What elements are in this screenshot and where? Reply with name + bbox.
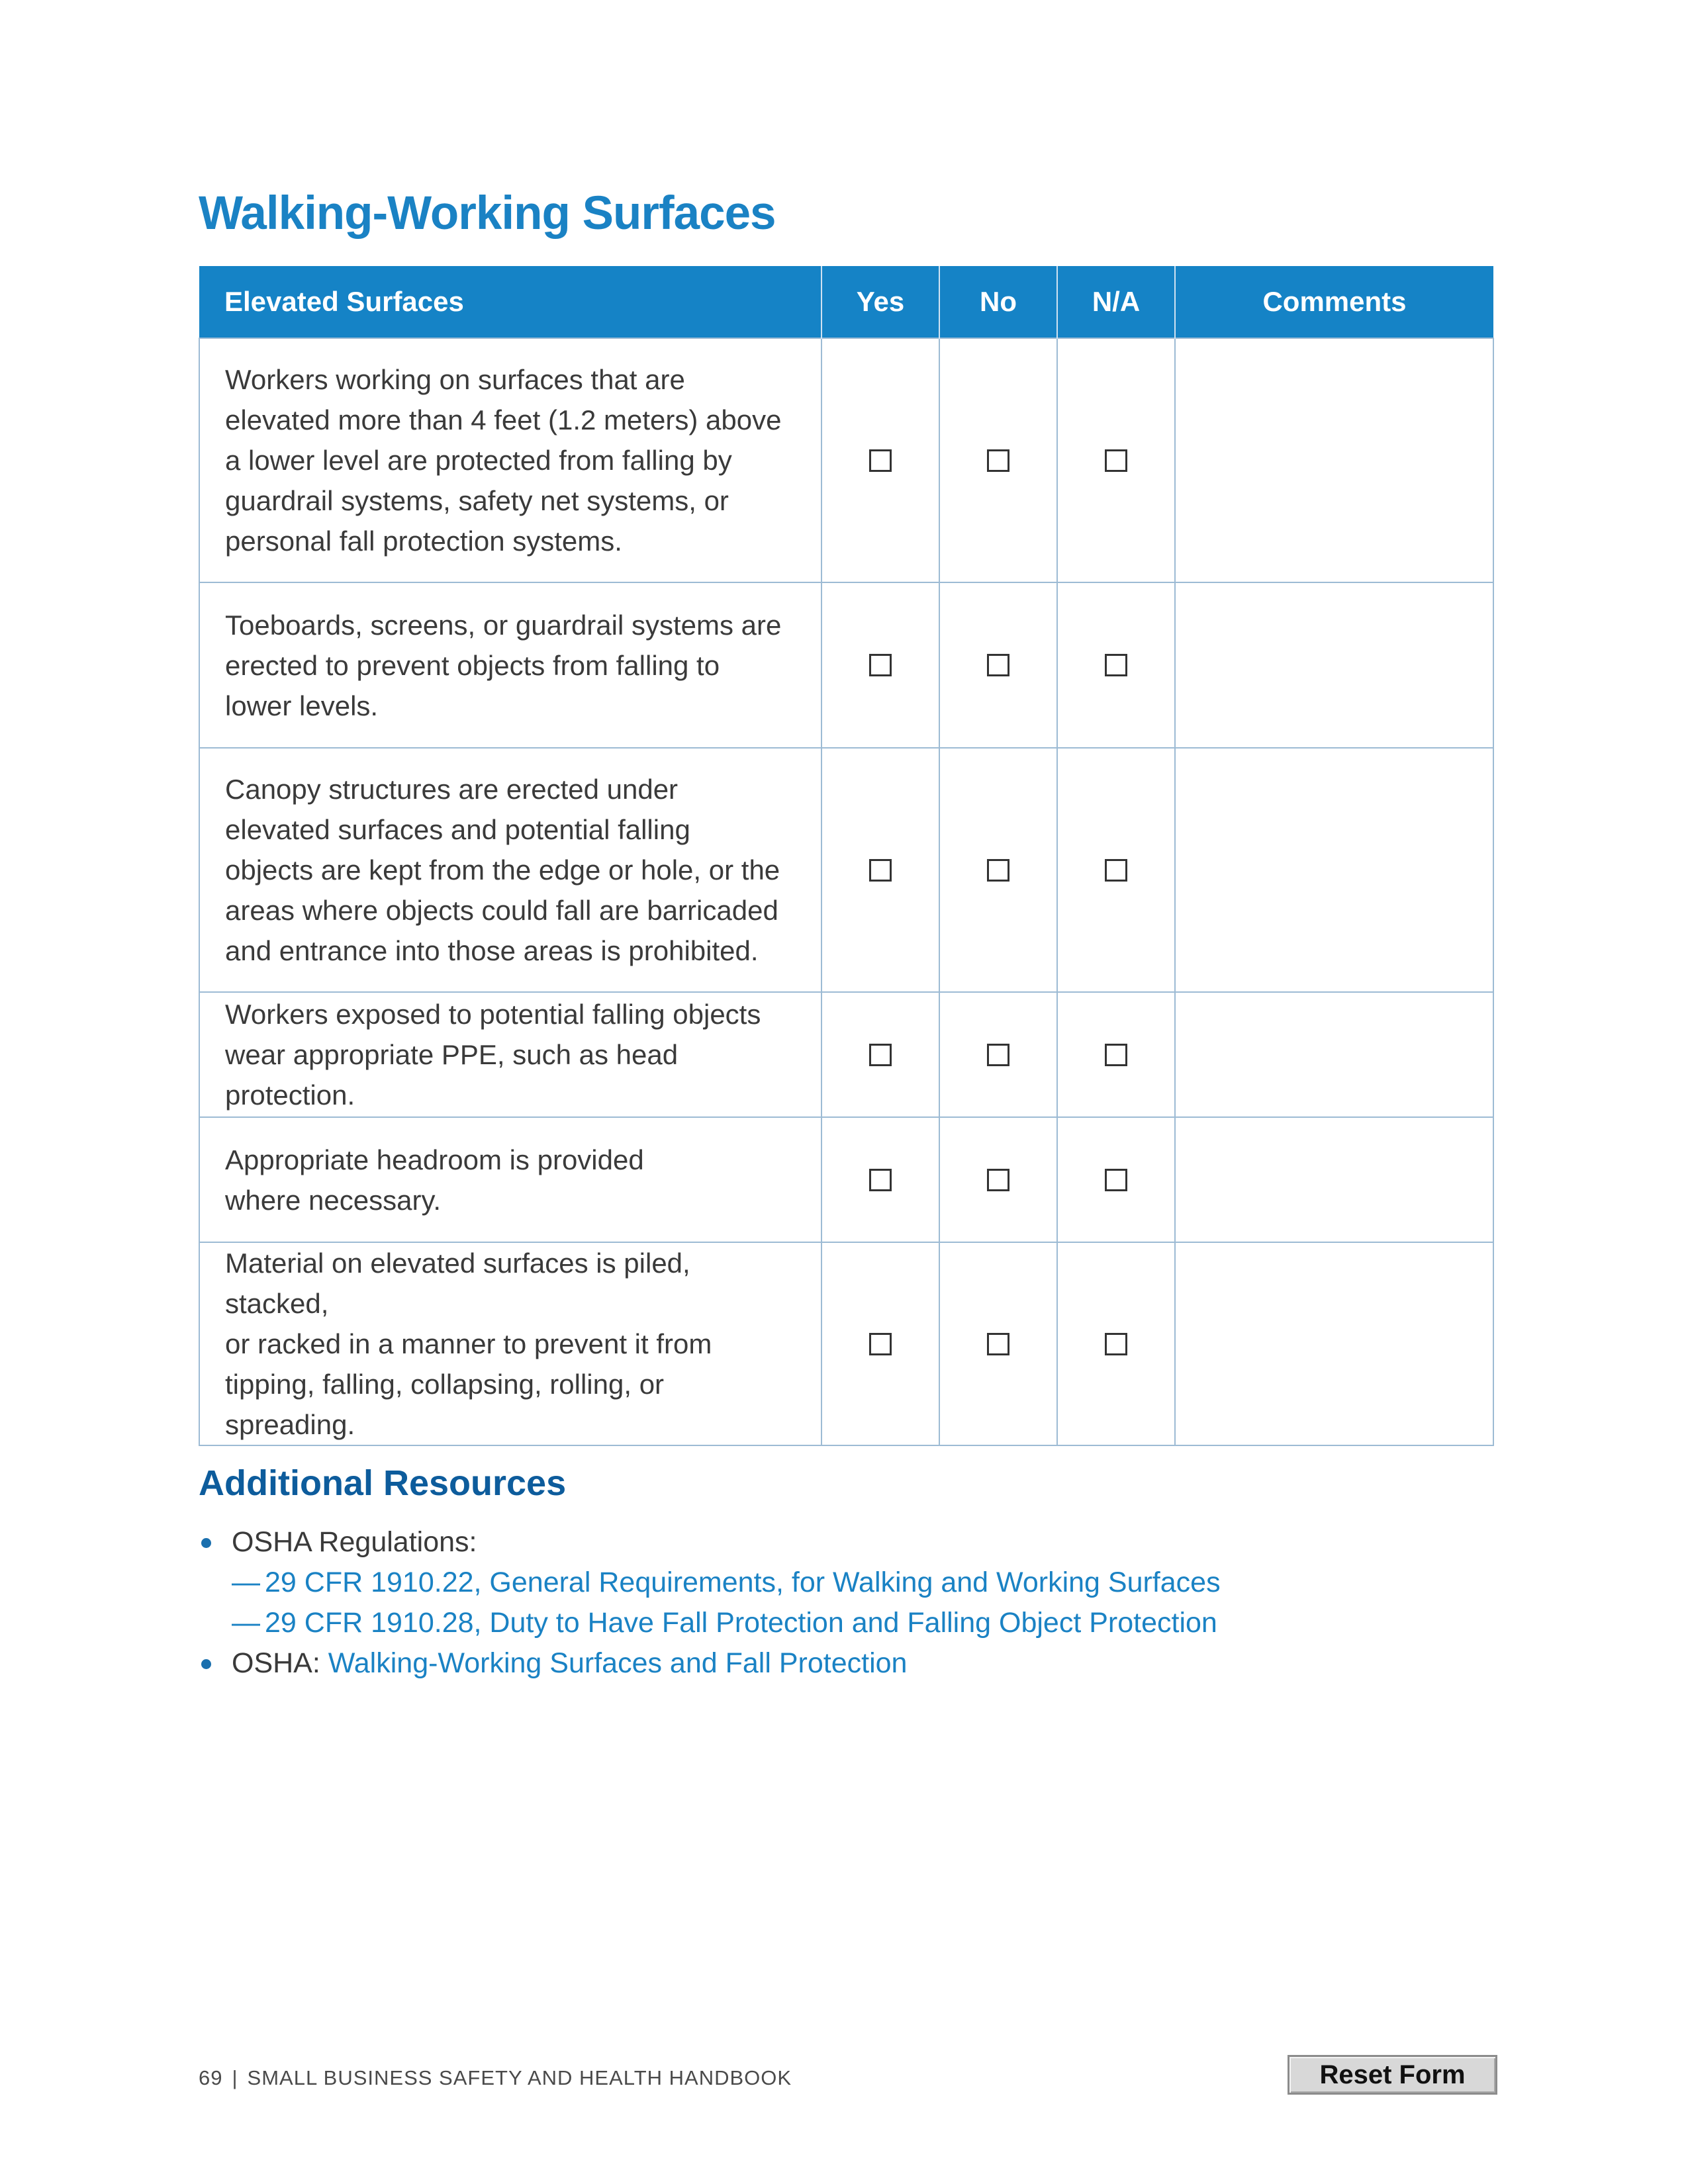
- bullet-icon: [201, 1659, 211, 1669]
- item-text-line: wear appropriate PPE, such as head protection.: [225, 1039, 679, 1111]
- header-elevated-surfaces: Elevated Surfaces: [199, 266, 821, 338]
- link-29-cfr-1910-28[interactable]: 29 CFR 1910.28, Duty to Have Fall Protection and Falling Object Protection: [265, 1607, 1217, 1639]
- footer-separator: |: [232, 2066, 238, 2089]
- no-checkbox[interactable]: [987, 1333, 1009, 1355]
- no-cell: [939, 1242, 1057, 1445]
- link-walking-working-surfaces[interactable]: Walking-Working Surfaces and Fall Protection: [328, 1647, 908, 1679]
- bullet-icon: [201, 1538, 211, 1548]
- no-checkbox[interactable]: [987, 1044, 1009, 1066]
- item-text-line: areas where objects could fall are barricaded: [225, 895, 778, 926]
- comments-field[interactable]: [1175, 338, 1493, 582]
- checklist-item-text: [199, 1242, 821, 1445]
- additional-resources-heading: Additional Resources: [199, 1463, 567, 1503]
- header-yes: Yes: [821, 266, 939, 338]
- link-29-cfr-1910-22[interactable]: 29 CFR 1910.22, General Requirements, for Walking and Working Surfaces: [265, 1567, 1221, 1598]
- na-checkbox[interactable]: [1105, 449, 1127, 472]
- na-cell: [1057, 338, 1175, 582]
- yes-cell: [821, 992, 939, 1117]
- item-text-line: where necessary.: [225, 1184, 442, 1216]
- comments-field[interactable]: [1175, 1242, 1493, 1445]
- na-checkbox[interactable]: [1105, 1044, 1127, 1066]
- comments-field[interactable]: [1175, 1117, 1493, 1242]
- yes-checkbox[interactable]: [869, 1169, 892, 1191]
- yes-checkbox[interactable]: [869, 654, 892, 676]
- list-item: [199, 1643, 1456, 1684]
- list-item: [199, 1522, 1456, 1563]
- item-text-line: objects are kept from the edge or hole, or the: [225, 854, 780, 886]
- reset-form-button[interactable]: Reset Form: [1288, 2055, 1497, 2095]
- yes-cell: [821, 1117, 939, 1242]
- item-text-line: elevated more than 4 feet (1.2 meters) above: [225, 404, 782, 435]
- item-text-line: lower levels.: [225, 690, 379, 721]
- checklist-table: [199, 266, 1494, 1446]
- yes-checkbox[interactable]: [869, 449, 892, 472]
- page-title: Walking-Working Surfaces: [199, 187, 776, 240]
- item-text-line: Workers exposed to potential falling objects: [225, 999, 761, 1030]
- na-checkbox[interactable]: [1105, 1169, 1127, 1191]
- item-text-line: a lower level are protected from falling by: [225, 445, 732, 476]
- item-text-line: Canopy structures are erected under: [225, 774, 679, 805]
- dash-icon: —: [232, 1607, 260, 1639]
- table-header-row: [199, 266, 1493, 338]
- na-cell: [1057, 748, 1175, 992]
- handbook-title: SMALL BUSINESS SAFETY AND HEALTH HANDBOOK: [247, 2066, 792, 2089]
- header-no: No: [939, 266, 1057, 338]
- page-number: 69: [199, 2066, 223, 2089]
- comments-field[interactable]: [1175, 748, 1493, 992]
- item-text-line: Appropriate headroom is provided: [225, 1144, 644, 1175]
- yes-cell: [821, 582, 939, 748]
- item-text-line: guardrail systems, safety net systems, or: [225, 485, 729, 516]
- checklist-item-text: [199, 582, 821, 748]
- item-text-line: Material on elevated surfaces is piled, stacked,: [225, 1248, 690, 1319]
- no-cell: [939, 338, 1057, 582]
- dash-icon: —: [232, 1567, 260, 1598]
- item-text-line: and entrance into those areas is prohibited.: [225, 935, 759, 966]
- osha-prefix: OSHA:: [232, 1647, 328, 1679]
- table-row: [199, 1117, 1493, 1242]
- na-checkbox[interactable]: [1105, 654, 1127, 676]
- item-text-line: elevated surfaces and potential falling: [225, 814, 690, 845]
- na-checkbox[interactable]: [1105, 859, 1127, 882]
- no-checkbox[interactable]: [987, 859, 1009, 882]
- na-cell: [1057, 582, 1175, 748]
- yes-cell: [821, 1242, 939, 1445]
- na-checkbox[interactable]: [1105, 1333, 1127, 1355]
- no-checkbox[interactable]: [987, 449, 1009, 472]
- resources-list: [199, 1522, 1456, 1684]
- item-text-line: tipping, falling, collapsing, rolling, or spreading.: [225, 1369, 665, 1440]
- na-cell: [1057, 992, 1175, 1117]
- table-row: [199, 992, 1493, 1117]
- na-cell: [1057, 1242, 1175, 1445]
- no-cell: [939, 582, 1057, 748]
- page-footer: [199, 2066, 792, 2090]
- comments-field[interactable]: [1175, 582, 1493, 748]
- na-cell: [1057, 1117, 1175, 1242]
- yes-checkbox[interactable]: [869, 859, 892, 882]
- checklist-item-text: [199, 1117, 821, 1242]
- list-item: [199, 1563, 1456, 1603]
- item-text-line: erected to prevent objects from falling to: [225, 649, 720, 681]
- no-checkbox[interactable]: [987, 654, 1009, 676]
- checklist-item-text: [199, 992, 821, 1117]
- checklist-item-text: [199, 338, 821, 582]
- table-row: [199, 582, 1493, 748]
- yes-cell: [821, 338, 939, 582]
- no-cell: [939, 748, 1057, 992]
- table-row: [199, 748, 1493, 992]
- no-cell: [939, 1117, 1057, 1242]
- item-text-line: personal fall protection systems.: [225, 525, 622, 557]
- no-checkbox[interactable]: [987, 1169, 1009, 1191]
- item-text-line: Workers working on surfaces that are: [225, 364, 685, 395]
- checklist-item-text: [199, 748, 821, 992]
- osha-regulations-label: OSHA Regulations:: [232, 1526, 477, 1558]
- table-row: [199, 1242, 1493, 1445]
- item-text-line: or racked in a manner to prevent it from: [225, 1328, 712, 1359]
- list-item: [199, 1603, 1456, 1643]
- item-text-line: Toeboards, screens, or guardrail systems are: [225, 609, 782, 641]
- no-cell: [939, 992, 1057, 1117]
- yes-checkbox[interactable]: [869, 1333, 892, 1355]
- yes-cell: [821, 748, 939, 992]
- header-comments: Comments: [1175, 266, 1493, 338]
- table-row: [199, 338, 1493, 582]
- yes-checkbox[interactable]: [869, 1044, 892, 1066]
- comments-field[interactable]: [1175, 992, 1493, 1117]
- header-na: N/A: [1057, 266, 1175, 338]
